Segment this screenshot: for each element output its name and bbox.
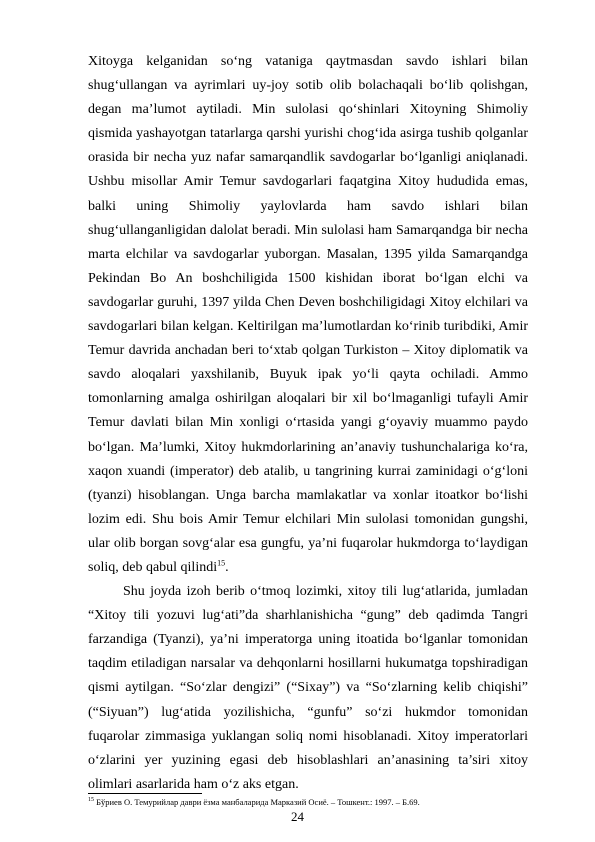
paragraph-1 bbox=[88, 50, 528, 580]
page-number: 24 bbox=[291, 809, 304, 824]
page-body bbox=[88, 50, 528, 797]
paragraph-1-end: . bbox=[225, 559, 229, 575]
footnote-divider bbox=[88, 793, 202, 794]
footnote-number: 15 bbox=[88, 797, 94, 804]
footnote-ref-15[interactable]: 15 bbox=[217, 558, 226, 568]
paragraph-2: Shu joyda izoh berib o‘tmoq lozimki, xitoy tili lug‘atlarida, jumladan “Xitoy tili yozuvi lug‘ati”da sharhlanishicha “gung” deb qadimda Tangri farzandiga (Tyanzi), ya’ni imperatorga uning itoatida bo‘lganlar tomonidan taqdim etiladigan narsalar va dehqonlarni hosillarni hukumatga topshiradigan qismi aytilgan. “So‘zlar dengizi” (“Sixay”) va “So‘zlarning kelib chiqishi” (“Siyuan”) lug‘atida yozilishicha, “gunfu” so‘zi hukmdor tomonidan fuqarolar zimmasiga yuklangan soliq nomi hisoblanadi. Xitoy imperatorlari o‘zlarini yer yuzining egasi deb hisoblashlari an’anasining ta’siri xitoy olimlari asarlarida ham o‘z aks etgan. bbox=[88, 584, 528, 792]
footnote-text: Бўриев О. Темурийлар даври ёзма манбаларида Марказий Осиё. – Тошкент.: 1997. – Б.69. bbox=[94, 797, 420, 807]
paragraph-1-text: Xitoyga kelganidan so‘ng vataniga qaytmasdan savdo ishlari bilan shug‘ullangan va ayrimlari uy-joy sotib olib bolachaqali bo‘lib qolishgan, degan ma’lumot aytiladi. Min sulolasi qo‘shinlari Xitoyning Shimoliy qismida yashayotgan tatarlarga qarshi yurishi chog‘ida asirga tushib qolganlar orasida bir necha yuz nafar samarqandlik savdogarlar bo‘lganligi aniqlanadi. Ushbu misollar Amir Temur savdogarlari faqatgina Xitoy hududida emas, balki uning Shimoliy yaylovlarda ham savdo ishlari bilan shug‘ullanganligidan dalolat beradi. Min sulolasi ham Samarqandga bir necha marta elchilar va savdogarlar yuborgan. Masalan, 1395 yilda Samarqandga Pekindan Bo An boshchiligida 1500 kishidan iborat bo‘lgan elchi va savdogarlar guruhi, 1397 yilda Chen Deven boshchiligidagi Xitoy elchilari va savdogarlari bilan kelgan. Keltirilgan ma’lumotlardan ko‘rinib turibdiki, Amir Temur davrida anchadan beri to‘xtab qolgan Turkiston – Xitoy diplomatik va savdo aloqalari yaxshilanib, Buyuk ipak yo‘li qayta ochiladi. Ammo tomonlarning amalga oshirilgan aloqalari bir xil bo‘lmaganligi tufayli Amir Temur davlati bilan Min xonligi o‘rtasida yangi g‘oyaviy muammo paydo bo‘lgan. Ma’lumki, Xitoy hukmdorlarining an’anaviy tushunchalariga ko‘ra, xaqon xuandi (imperator) deb atalib, u tangrining kurrai zaminidagi o‘g‘loni (tyanzi) hisoblangan. Unga barcha mamlakatlar va xonlar itoatkor bo‘lishi lozim edi. Shu bois Amir Temur elchilari Min sulolasi tomonidan gungshi, ular olib borgan sovg‘alar esa gungfu, ya’ni fuqarolar hukmdorga to‘laydigan soliq, deb qabul qilindi bbox=[88, 54, 528, 575]
footnote-15 bbox=[88, 797, 528, 808]
